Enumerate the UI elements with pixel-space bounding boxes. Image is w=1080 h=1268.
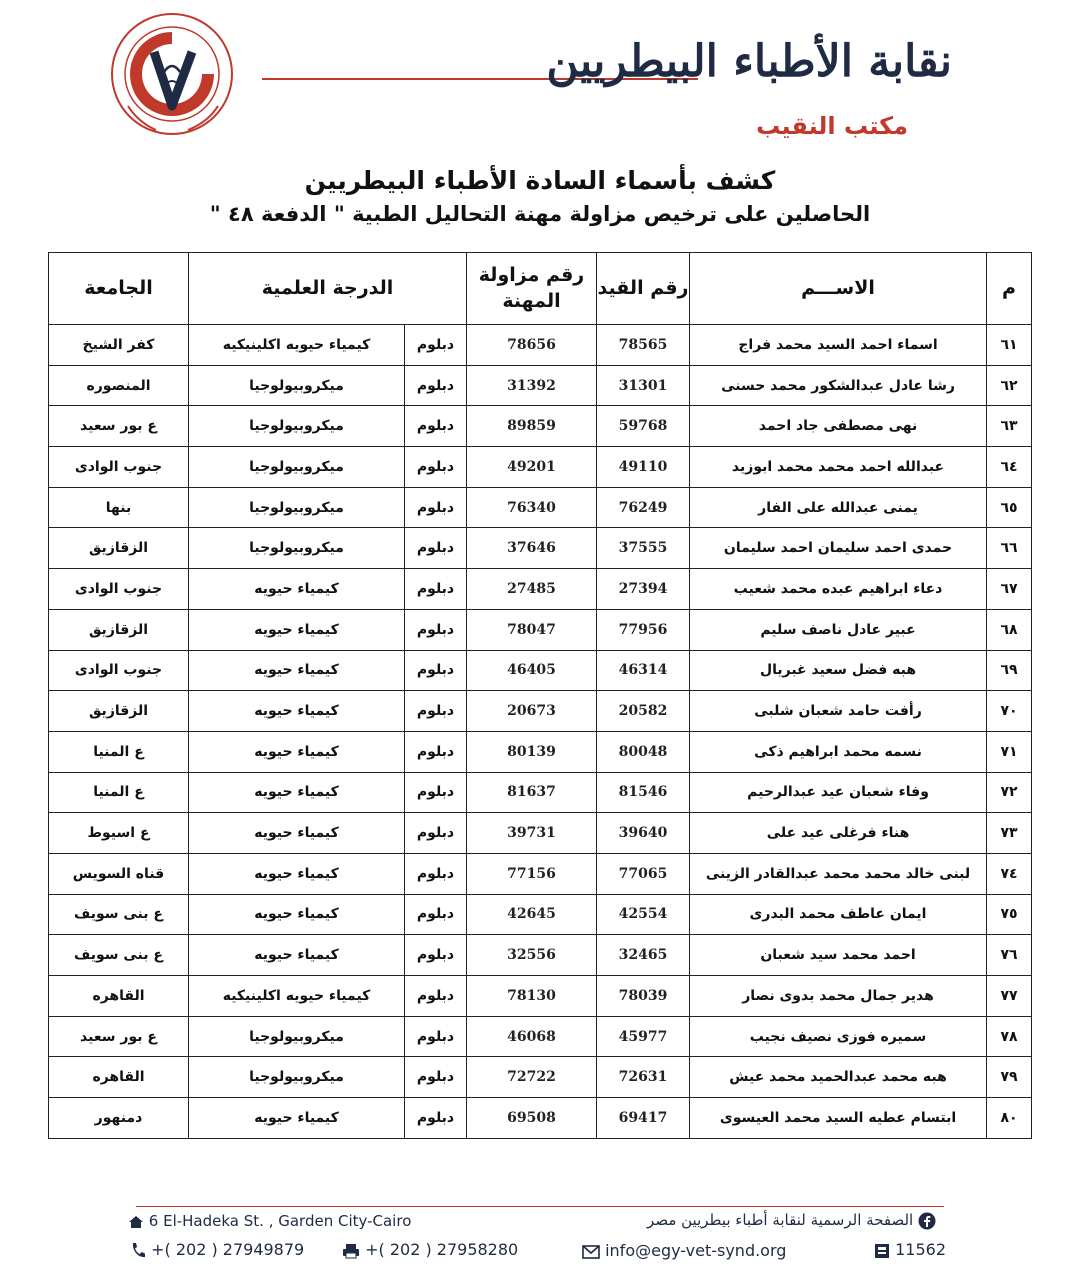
row-name: وفاء شعبان عيد عبدالرحيم [690, 772, 987, 813]
row-name: عبدالله احمد محمد محمد ابوزيد [690, 447, 987, 488]
header-license: رقم مزاولة المهنة [467, 253, 597, 325]
document-header [0, 0, 1080, 160]
row-registration: 46314 [597, 650, 690, 691]
row-university: ع المنيا [49, 731, 189, 772]
office-label: مكتب النقيب [756, 112, 908, 140]
row-name: دعاء ابراهيم عبده محمد شعيب [690, 569, 987, 610]
row-specialty: كيمياء حيويه [189, 894, 405, 935]
row-university: قناه السويس [49, 853, 189, 894]
fax-icon [342, 1243, 360, 1259]
row-registration: 76249 [597, 487, 690, 528]
row-registration: 39640 [597, 813, 690, 854]
row-name: نسمه محمد ابراهيم ذكى [690, 731, 987, 772]
row-diploma: دبلوم [405, 1057, 467, 1098]
header-university: الجامعة [49, 253, 189, 325]
row-university: الزقازيق [49, 691, 189, 732]
row-university: الزقازيق [49, 609, 189, 650]
row-university: المنصوره [49, 365, 189, 406]
row-registration: 42554 [597, 894, 690, 935]
row-registration: 32465 [597, 935, 690, 976]
phone-icon [130, 1242, 146, 1260]
row-diploma: دبلوم [405, 813, 467, 854]
row-name: نهى مصطفى جاد احمد [690, 406, 987, 447]
table-row [49, 1016, 1032, 1057]
row-diploma: دبلوم [405, 1098, 467, 1139]
row-diploma: دبلوم [405, 650, 467, 691]
row-license: 20673 [467, 691, 597, 732]
row-university: ع بنى سويف [49, 935, 189, 976]
row-index: ٨٠ [987, 1098, 1032, 1139]
header-name: الاســـم [690, 253, 987, 325]
row-index: ٦٤ [987, 447, 1032, 488]
row-index: ٧٠ [987, 691, 1032, 732]
row-diploma: دبلوم [405, 772, 467, 813]
row-license: 46068 [467, 1016, 597, 1057]
row-index: ٧٥ [987, 894, 1032, 935]
syndicate-logo [108, 10, 236, 138]
row-university: بنها [49, 487, 189, 528]
row-specialty: ميكروبيولوجيا [189, 528, 405, 569]
row-diploma: دبلوم [405, 487, 467, 528]
row-specialty: كيمياء حيويه [189, 853, 405, 894]
table-row [49, 528, 1032, 569]
row-diploma: دبلوم [405, 853, 467, 894]
footer-email[interactable] [582, 1241, 786, 1260]
row-diploma: دبلوم [405, 447, 467, 488]
row-diploma: دبلوم [405, 935, 467, 976]
row-index: ٦٦ [987, 528, 1032, 569]
header-index: م [987, 253, 1032, 325]
table-row [49, 325, 1032, 366]
row-index: ٧٦ [987, 935, 1032, 976]
row-specialty: كيمياء حيويه اكلينيكيه [189, 325, 405, 366]
footer-fax [342, 1240, 518, 1259]
row-index: ٧٨ [987, 1016, 1032, 1057]
row-name: ابتسام عطيه السيد محمد العيسوى [690, 1098, 987, 1139]
row-registration: 81546 [597, 772, 690, 813]
footer-address [128, 1212, 411, 1230]
table-row [49, 691, 1032, 732]
row-university: الزقازيق [49, 528, 189, 569]
row-diploma: دبلوم [405, 569, 467, 610]
row-registration: 77956 [597, 609, 690, 650]
table-row [49, 813, 1032, 854]
row-name: يمنى عبدالله على الفار [690, 487, 987, 528]
table-row [49, 650, 1032, 691]
row-university: جنوب الوادى [49, 447, 189, 488]
row-diploma: دبلوم [405, 528, 467, 569]
row-license: 78047 [467, 609, 597, 650]
row-index: ٧٣ [987, 813, 1032, 854]
row-index: ٧٤ [987, 853, 1032, 894]
row-specialty: ميكروبيولوجيا [189, 487, 405, 528]
row-license: 78656 [467, 325, 597, 366]
table-row [49, 853, 1032, 894]
row-name: هبه فضل سعيد غبريال [690, 650, 987, 691]
row-specialty: ميكروبيولوجيا [189, 406, 405, 447]
row-university: كفر الشيخ [49, 325, 189, 366]
row-university: ع بنى سويف [49, 894, 189, 935]
row-university: ع اسيوط [49, 813, 189, 854]
row-university: ع المنيا [49, 772, 189, 813]
row-index: ٦٩ [987, 650, 1032, 691]
row-registration: 59768 [597, 406, 690, 447]
row-university: جنوب الوادى [49, 650, 189, 691]
row-specialty: كيمياء حيويه [189, 1098, 405, 1139]
address-text: 6 El-Hadeka St. , Garden City-Cairo [148, 1212, 412, 1230]
facebook-icon [918, 1212, 936, 1230]
row-name: اسماء احمد السيد محمد فراج [690, 325, 987, 366]
row-registration: 27394 [597, 569, 690, 610]
row-registration: 31301 [597, 365, 690, 406]
row-registration: 80048 [597, 731, 690, 772]
row-specialty: كيمياء حيويه [189, 650, 405, 691]
table-row [49, 1057, 1032, 1098]
row-index: ٦٣ [987, 406, 1032, 447]
row-name: رشا عادل عبدالشكور محمد حسنى [690, 365, 987, 406]
row-registration: 72631 [597, 1057, 690, 1098]
row-name: هدير جمال محمد بدوى نصار [690, 976, 987, 1017]
row-specialty: ميكروبيولوجيا [189, 1057, 405, 1098]
row-license: 32556 [467, 935, 597, 976]
table-row [49, 976, 1032, 1017]
row-specialty: كيمياء حيويه [189, 813, 405, 854]
row-index: ٧١ [987, 731, 1032, 772]
licensees-table [48, 252, 1032, 1139]
pobox-icon [874, 1243, 890, 1259]
org-name: نقابة الأطباء البيطريين [546, 36, 952, 87]
row-university: القاهره [49, 1057, 189, 1098]
mail-icon [582, 1245, 600, 1259]
row-index: ٧٩ [987, 1057, 1032, 1098]
row-index: ٧٧ [987, 976, 1032, 1017]
row-registration: 45977 [597, 1016, 690, 1057]
row-name: ايمان عاطف محمد البدرى [690, 894, 987, 935]
row-diploma: دبلوم [405, 731, 467, 772]
row-diploma: دبلوم [405, 325, 467, 366]
row-diploma: دبلوم [405, 1016, 467, 1057]
footer-facebook[interactable] [647, 1211, 936, 1230]
row-index: ٦٥ [987, 487, 1032, 528]
row-registration: 37555 [597, 528, 690, 569]
row-license: 31392 [467, 365, 597, 406]
table-row [49, 569, 1032, 610]
row-name: حمدى احمد سليمان احمد سليمان [690, 528, 987, 569]
row-diploma: دبلوم [405, 609, 467, 650]
row-specialty: كيمياء حيويه [189, 731, 405, 772]
row-license: 81637 [467, 772, 597, 813]
footer-phone [130, 1240, 304, 1260]
row-diploma: دبلوم [405, 406, 467, 447]
row-diploma: دبلوم [405, 691, 467, 732]
table-header-row [49, 253, 1032, 325]
row-registration: 77065 [597, 853, 690, 894]
row-specialty: كيمياء حيويه [189, 569, 405, 610]
row-specialty: كيمياء حيويه [189, 935, 405, 976]
document-subtitle: الحاصلين على ترخيص مزاولة مهنة التحاليل الطبية " الدفعة ٤٨ " [209, 202, 871, 226]
row-university: ع بور سعيد [49, 1016, 189, 1057]
row-name: سميره فوزى نصيف نجيب [690, 1016, 987, 1057]
table-body [49, 325, 1032, 1139]
footer-divider [136, 1206, 944, 1207]
row-specialty: كيمياء حيويه [189, 609, 405, 650]
table-row [49, 406, 1032, 447]
row-registration: 69417 [597, 1098, 690, 1139]
row-license: 76340 [467, 487, 597, 528]
table-row [49, 365, 1032, 406]
table-row [49, 487, 1032, 528]
fax-text: +( 202 ) 27958280 [365, 1240, 519, 1259]
document-title: كشف بأسماء السادة الأطباء البيطريين [304, 166, 776, 195]
row-license: 39731 [467, 813, 597, 854]
row-license: 49201 [467, 447, 597, 488]
row-name: هناء فرغلى عيد على [690, 813, 987, 854]
row-registration: 49110 [597, 447, 690, 488]
row-university: ع بور سعيد [49, 406, 189, 447]
row-index: ٦١ [987, 325, 1032, 366]
row-license: 27485 [467, 569, 597, 610]
row-index: ٦٢ [987, 365, 1032, 406]
row-name: هبه محمد عبدالحميد محمد عيش [690, 1057, 987, 1098]
table-row [49, 731, 1032, 772]
row-university: جنوب الوادى [49, 569, 189, 610]
row-license: 42645 [467, 894, 597, 935]
row-license: 69508 [467, 1098, 597, 1139]
row-registration: 20582 [597, 691, 690, 732]
table-row [49, 772, 1032, 813]
row-specialty: ميكروبيولوجيا [189, 1016, 405, 1057]
row-specialty: كيمياء حيويه [189, 691, 405, 732]
row-license: 46405 [467, 650, 597, 691]
row-license: 89859 [467, 406, 597, 447]
footer-pobox [874, 1240, 946, 1259]
facebook-text: الصفحة الرسمية لنقابة أطباء بيطريين مصر [647, 1211, 914, 1229]
table-row [49, 1098, 1032, 1139]
row-license: 72722 [467, 1057, 597, 1098]
row-license: 80139 [467, 731, 597, 772]
row-diploma: دبلوم [405, 976, 467, 1017]
row-index: ٧٢ [987, 772, 1032, 813]
row-specialty: ميكروبيولوجيا [189, 365, 405, 406]
row-specialty: كيمياء حيويه [189, 772, 405, 813]
row-license: 37646 [467, 528, 597, 569]
row-license: 77156 [467, 853, 597, 894]
row-index: ٦٧ [987, 569, 1032, 610]
table-row [49, 894, 1032, 935]
pobox-text: 11562 [895, 1240, 946, 1259]
row-name: عبير عادل ناصف سليم [690, 609, 987, 650]
table-row [49, 935, 1032, 976]
row-specialty: ميكروبيولوجيا [189, 447, 405, 488]
phone-text: +( 202 ) 27949879 [151, 1240, 305, 1259]
row-diploma: دبلوم [405, 365, 467, 406]
table-row [49, 447, 1032, 488]
email-text: info@egy-vet-synd.org [605, 1241, 787, 1260]
row-diploma: دبلوم [405, 894, 467, 935]
home-icon [128, 1214, 144, 1230]
row-registration: 78565 [597, 325, 690, 366]
header-degree: الدرجة العلمية [189, 253, 467, 325]
row-name: رأفت حامد شعبان شلبى [690, 691, 987, 732]
row-university: دمنهور [49, 1098, 189, 1139]
row-name: احمد محمد سيد شعبان [690, 935, 987, 976]
row-name: لبنى خالد محمد محمد عبدالقادر الزينى [690, 853, 987, 894]
row-university: القاهره [49, 976, 189, 1017]
row-registration: 78039 [597, 976, 690, 1017]
row-specialty: كيمياء حيويه اكلينيكيه [189, 976, 405, 1017]
row-index: ٦٨ [987, 609, 1032, 650]
header-registration: رقم القيد [597, 253, 690, 325]
table-row [49, 609, 1032, 650]
row-license: 78130 [467, 976, 597, 1017]
